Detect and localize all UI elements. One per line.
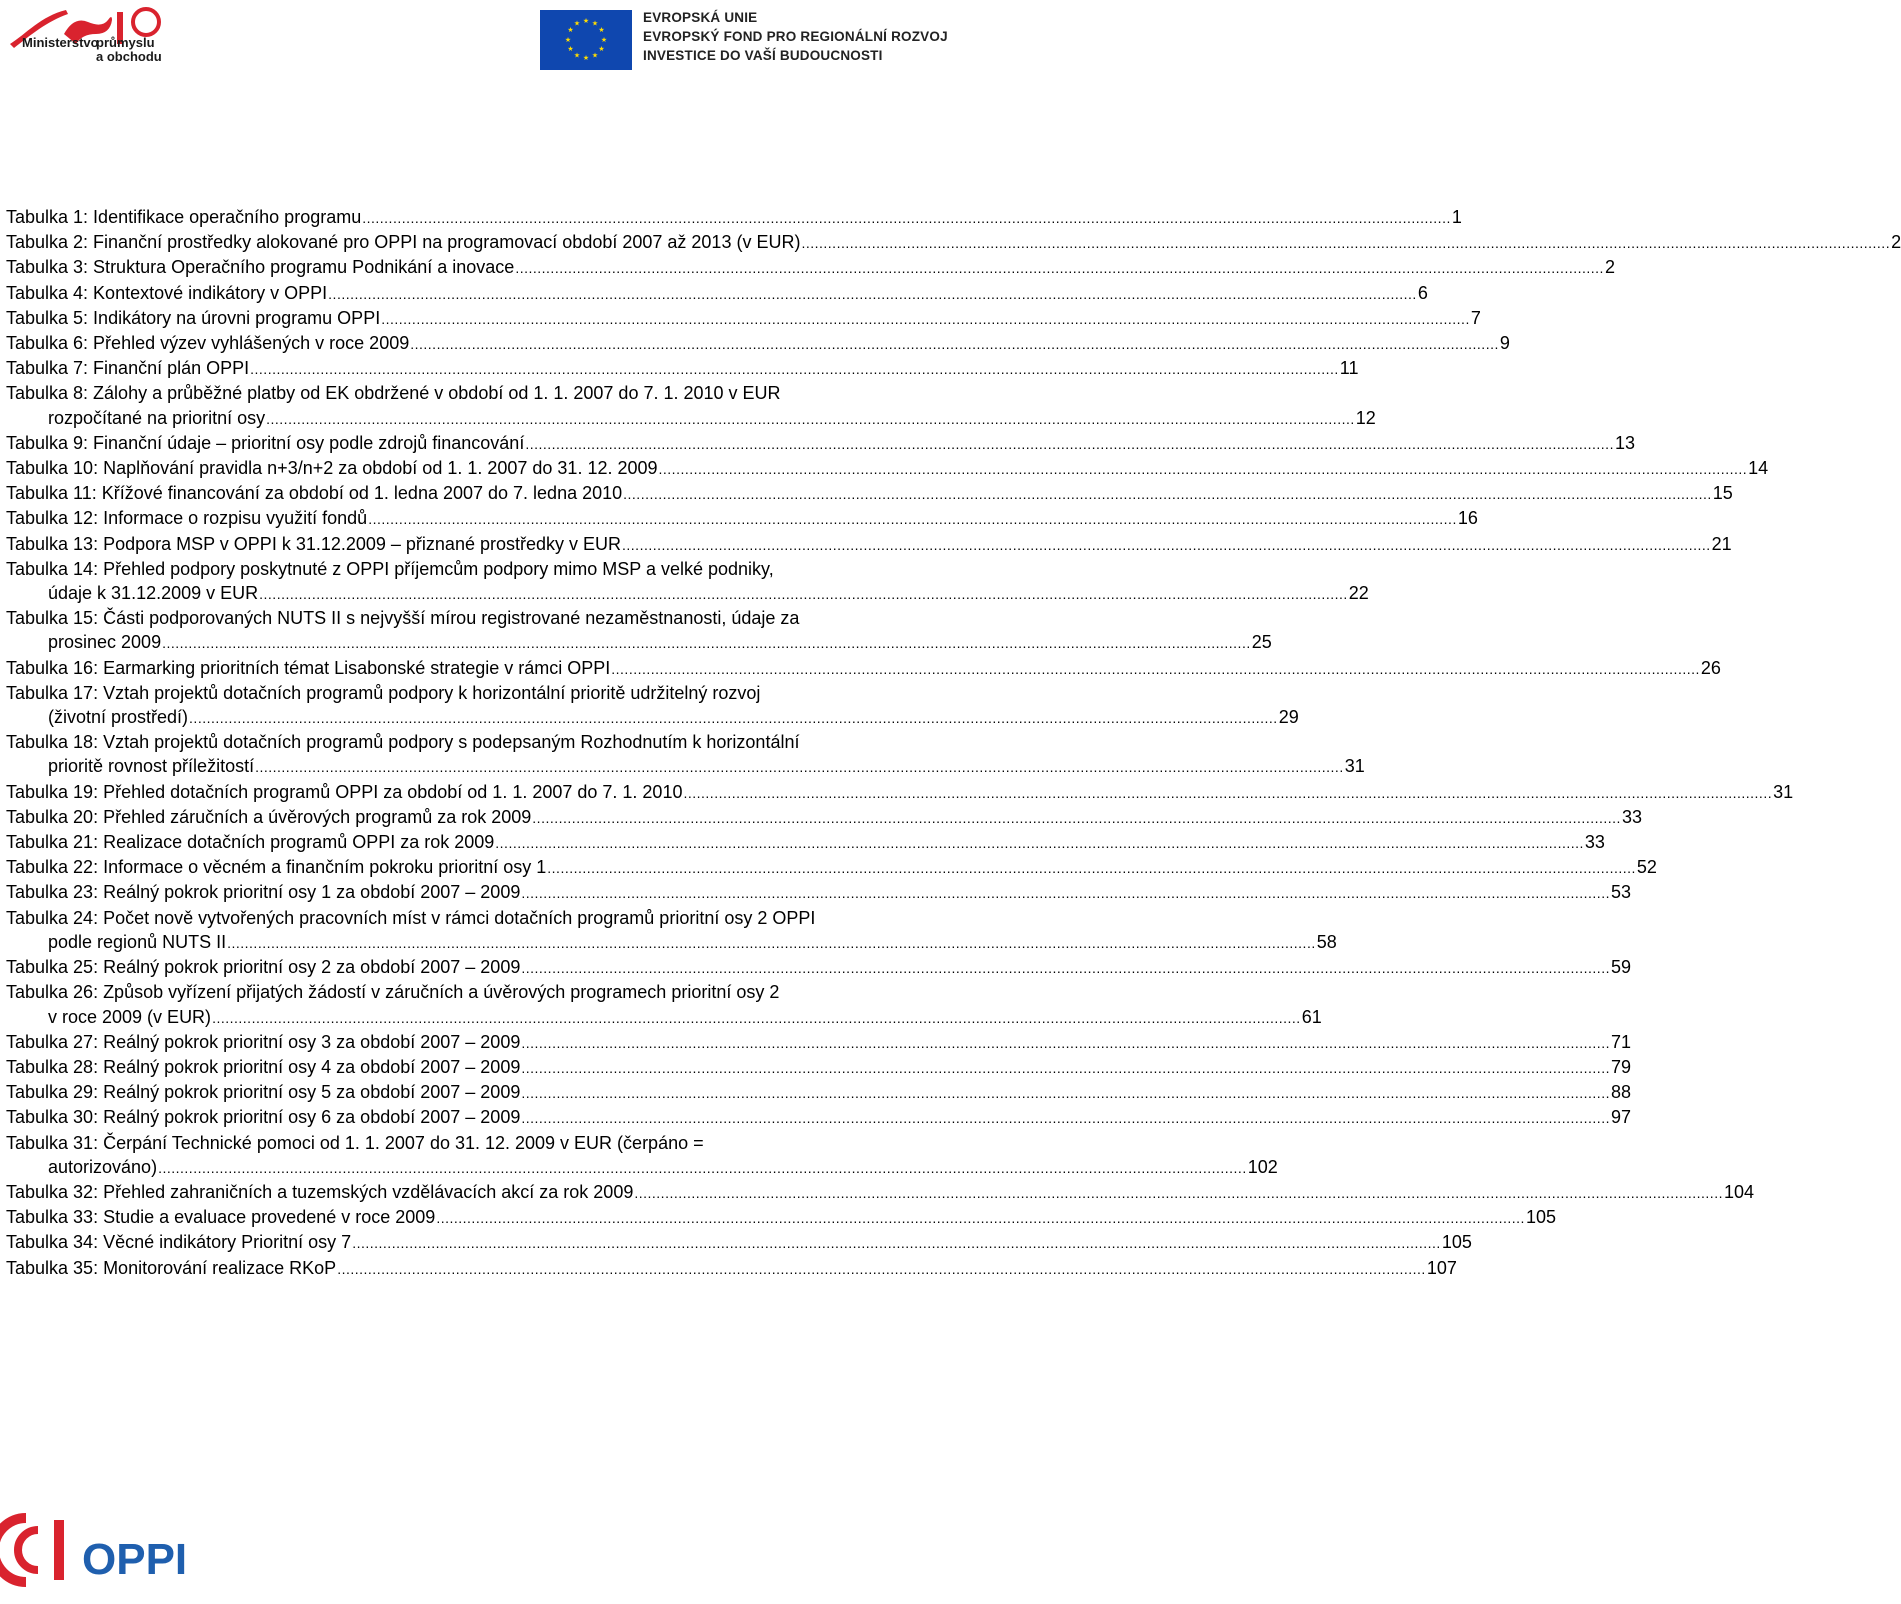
toc-page-number: 31 bbox=[1773, 781, 1794, 802]
dot-leader bbox=[521, 1055, 1610, 1080]
toc-entry-line bbox=[6, 431, 1635, 456]
toc-entry-text: Tabulka 11: Křížové financování za období od 1. ledna 2007 do 7. ledna 2010 bbox=[6, 483, 623, 504]
toc-entry[interactable] bbox=[6, 557, 1369, 606]
mpo-logo-line-2: průmyslu bbox=[96, 35, 155, 50]
dot-leader bbox=[227, 930, 1316, 955]
toc-entry-line bbox=[6, 1005, 1322, 1030]
svg-text:★: ★ bbox=[573, 19, 581, 28]
svg-text:★: ★ bbox=[573, 51, 581, 60]
toc-entry-text: Tabulka 32: Přehled zahraničních a tuzemských vzdělávacích akcí za rok 2009 bbox=[6, 1181, 634, 1202]
toc-entry[interactable] bbox=[6, 980, 1322, 1029]
toc-entry[interactable] bbox=[6, 506, 1478, 531]
dot-leader bbox=[634, 1180, 1723, 1205]
toc-entry[interactable] bbox=[6, 456, 1769, 481]
toc-page-number: 33 bbox=[1584, 832, 1605, 853]
toc-entry[interactable] bbox=[6, 356, 1359, 381]
dot-leader bbox=[521, 1105, 1610, 1130]
toc-entry[interactable] bbox=[6, 1131, 1278, 1180]
dot-leader bbox=[622, 532, 1711, 557]
toc-entry-text: Tabulka 25: Reálný pokrok prioritní osy 2 za období 2007 – 2009 bbox=[6, 957, 521, 978]
toc-entry-text: Tabulka 4: Kontextové indikátory v OPPI bbox=[6, 282, 328, 303]
toc-entry-text: Tabulka 12: Informace o rozpisu využití fondů bbox=[6, 508, 368, 529]
toc-entry[interactable] bbox=[6, 1055, 1632, 1080]
toc-page-number: 105 bbox=[1441, 1232, 1472, 1253]
dot-leader bbox=[381, 306, 1470, 331]
toc-entry-text: Tabulka 18: Vztah projektů dotačních programů podpory s podepsaným Rozhodnutím k horizontální bbox=[6, 732, 800, 753]
toc-entry-text: v roce 2009 (v EUR) bbox=[48, 1006, 212, 1027]
toc-entry-text: Tabulka 7: Finanční plán OPPI bbox=[6, 358, 250, 379]
svg-text:★: ★ bbox=[582, 17, 590, 25]
toc-entry-line bbox=[6, 855, 1657, 880]
oppi-logo bbox=[4, 1500, 224, 1600]
eu-text-line-3: INVESTICE DO VAŠÍ BUDOUCNOSTI bbox=[643, 48, 883, 63]
page-header bbox=[0, 0, 960, 90]
dot-leader bbox=[259, 581, 1348, 606]
toc-entry-line bbox=[6, 1030, 1632, 1055]
toc-page-number: 88 bbox=[1610, 1082, 1632, 1103]
toc-page-number: 97 bbox=[1610, 1107, 1632, 1128]
toc-entry-line bbox=[6, 705, 1299, 730]
toc-page-number: 2 bbox=[1891, 232, 1901, 253]
toc-entry-text: Tabulka 22: Informace o věcném a finančním pokroku prioritní osy 1 bbox=[6, 857, 547, 878]
table-of-contents bbox=[6, 205, 1901, 1281]
toc-entry[interactable] bbox=[6, 1180, 1755, 1205]
toc-entry-text: Tabulka 13: Podpora MSP v OPPI k 31.12.2009 – přiznané prostředky v EUR bbox=[6, 533, 622, 554]
toc-page-number: 107 bbox=[1426, 1257, 1457, 1278]
toc-entry[interactable] bbox=[6, 381, 1376, 430]
toc-entry[interactable] bbox=[6, 532, 1732, 557]
toc-page-number: 52 bbox=[1636, 857, 1657, 878]
toc-entry-text: prioritě rovnost příležitostí bbox=[48, 756, 255, 777]
svg-text:★: ★ bbox=[582, 54, 590, 62]
toc-page-number: 79 bbox=[1610, 1056, 1632, 1077]
dot-leader bbox=[255, 754, 1344, 779]
toc-entry-text: Tabulka 15: Části podporovaných NUTS II s nejvyšší mírou registrované nezaměstnanosti, údaje za bbox=[6, 608, 800, 629]
svg-text:★: ★ bbox=[598, 26, 605, 34]
toc-entry-line bbox=[6, 481, 1733, 506]
toc-entry-line bbox=[6, 1180, 1755, 1205]
toc-entry[interactable] bbox=[6, 656, 1721, 681]
toc-entry[interactable] bbox=[6, 780, 1794, 805]
toc-entry-line bbox=[6, 581, 1369, 606]
toc-entry-text: Tabulka 1: Identifikace operačního programu bbox=[6, 207, 362, 227]
toc-page-number: 33 bbox=[1621, 806, 1642, 827]
toc-entry-line bbox=[6, 230, 1901, 255]
toc-entry-text: Tabulka 17: Vztah projektů dotačních programů podpory k horizontální prioritě udržitelný rozvoj bbox=[6, 682, 761, 703]
toc-entry-text: Tabulka 24: Počet nově vytvořených pracovních míst v rámci dotačních programů prioritní osy 2 OPPI bbox=[6, 907, 816, 928]
toc-entry-line bbox=[6, 281, 1428, 306]
toc-entry-text: Tabulka 8: Zálohy a průběžné platby od EK obdržené v období od 1. 1. 2007 do 7. 1. 2010 v EUR bbox=[6, 383, 781, 404]
toc-entry[interactable] bbox=[6, 1230, 1472, 1255]
toc-entry-text: Tabulka 30: Reálný pokrok prioritní osy 6 za období 2007 – 2009 bbox=[6, 1107, 521, 1128]
toc-page-number: 104 bbox=[1723, 1181, 1755, 1202]
dot-leader bbox=[532, 805, 1621, 830]
toc-entry-line bbox=[6, 1055, 1632, 1080]
toc-entry-line bbox=[6, 331, 1510, 356]
toc-entry-line bbox=[6, 506, 1478, 531]
toc-entry-text: (životní prostředí) bbox=[48, 707, 189, 728]
toc-page-number: 105 bbox=[1525, 1207, 1556, 1228]
toc-entry[interactable] bbox=[6, 230, 1901, 255]
toc-entry[interactable] bbox=[6, 1030, 1632, 1055]
toc-entry[interactable] bbox=[6, 880, 1632, 905]
toc-entry-text: Tabulka 6: Přehled výzev vyhlášených v roce 2009 bbox=[6, 333, 410, 354]
toc-entry-text: Tabulka 16: Earmarking prioritních témat Lisabonské strategie v rámci OPPI bbox=[6, 657, 611, 678]
dot-leader bbox=[337, 1256, 1426, 1281]
toc-entry-line bbox=[6, 754, 1365, 779]
oppi-logo-text: OPPI bbox=[82, 1535, 188, 1584]
toc-entry-line bbox=[6, 205, 1462, 230]
toc-entry-text: Tabulka 3: Struktura Operačního programu Podnikání a inovace bbox=[6, 257, 515, 278]
toc-entry-line bbox=[6, 1155, 1278, 1180]
toc-entry-line bbox=[6, 930, 1337, 955]
toc-entry[interactable] bbox=[6, 1105, 1632, 1130]
toc-entry-text: údaje k 31.12.2009 v EUR bbox=[48, 583, 259, 604]
toc-page-number: 21 bbox=[1711, 533, 1732, 554]
dot-leader bbox=[623, 481, 1712, 506]
dot-leader bbox=[659, 456, 1748, 481]
toc-page-number: 13 bbox=[1614, 432, 1635, 453]
toc-entry[interactable] bbox=[6, 906, 1337, 955]
toc-entry-line bbox=[6, 630, 1272, 655]
mpo-logo-line-3: a obchodu bbox=[96, 49, 162, 64]
toc-entry-line bbox=[6, 306, 1481, 331]
toc-entry-text: Tabulka 33: Studie a evaluace provedené v roce 2009 bbox=[6, 1207, 436, 1228]
toc-entry[interactable] bbox=[6, 805, 1642, 830]
dot-leader bbox=[189, 705, 1278, 730]
eu-text-line-2: EVROPSKÝ FOND PRO REGIONÁLNÍ ROZVOJ bbox=[643, 29, 948, 44]
dot-leader bbox=[521, 880, 1610, 905]
svg-text:★: ★ bbox=[591, 19, 599, 28]
toc-entry-text: autorizováno) bbox=[48, 1156, 158, 1177]
toc-entry[interactable] bbox=[6, 1080, 1632, 1105]
toc-entry[interactable] bbox=[6, 306, 1481, 331]
toc-entry-text: Tabulka 20: Přehled záručních a úvěrových programů za rok 2009 bbox=[6, 806, 532, 827]
dot-leader bbox=[328, 281, 1417, 306]
toc-entry-line bbox=[6, 955, 1632, 980]
toc-entry-line bbox=[6, 456, 1769, 481]
svg-text:★: ★ bbox=[598, 45, 605, 53]
dot-leader bbox=[352, 1230, 1441, 1255]
toc-entry-line bbox=[6, 805, 1642, 830]
toc-page-number: 15 bbox=[1712, 483, 1733, 504]
dot-leader bbox=[801, 230, 1890, 255]
toc-entry-text: prosinec 2009 bbox=[48, 632, 162, 653]
toc-entry-text: Tabulka 29: Reálný pokrok prioritní osy 5 za období 2007 – 2009 bbox=[6, 1082, 521, 1103]
toc-entry[interactable] bbox=[6, 830, 1605, 855]
toc-page-number: 14 bbox=[1748, 458, 1769, 479]
eu-text-line-1: EVROPSKÁ UNIE bbox=[643, 10, 758, 25]
toc-entry-text: Tabulka 27: Reálný pokrok prioritní osy 3 za období 2007 – 2009 bbox=[6, 1031, 521, 1052]
toc-page-number: 29 bbox=[1278, 707, 1299, 728]
toc-entry-text: Tabulka 31: Čerpání Technické pomoci od 1. 1. 2007 do 31. 12. 2009 v EUR (čerpáno = bbox=[6, 1132, 704, 1153]
toc-page-number: 25 bbox=[1251, 632, 1272, 653]
toc-entry-text: rozpočítané na prioritní osy bbox=[48, 407, 266, 428]
toc-entry[interactable] bbox=[6, 255, 1615, 280]
dot-leader bbox=[368, 506, 1457, 531]
toc-entry-text: Tabulka 21: Realizace dotačních programů OPPI za rok 2009 bbox=[6, 832, 495, 853]
dot-leader bbox=[250, 356, 1339, 381]
toc-entry-line bbox=[6, 356, 1359, 381]
svg-text:★: ★ bbox=[591, 51, 599, 60]
toc-entry-line bbox=[6, 1256, 1457, 1281]
toc-entry-line bbox=[6, 406, 1376, 431]
toc-entry-text: Tabulka 28: Reálný pokrok prioritní osy 4 za období 2007 – 2009 bbox=[6, 1056, 521, 1077]
eu-logo-text bbox=[643, 8, 948, 65]
dot-leader bbox=[495, 830, 1584, 855]
toc-page-number: 9 bbox=[1499, 333, 1510, 354]
toc-entry[interactable] bbox=[6, 281, 1428, 306]
toc-entry-text: Tabulka 35: Monitorování realizace RKoP bbox=[6, 1257, 337, 1278]
toc-entry-text: Tabulka 9: Finanční údaje – prioritní osy podle zdrojů financování bbox=[6, 432, 525, 453]
toc-page-number: 2 bbox=[1604, 257, 1615, 278]
toc-entry-line bbox=[6, 532, 1732, 557]
toc-page-number: 102 bbox=[1247, 1156, 1278, 1177]
toc-page-number: 12 bbox=[1355, 407, 1376, 428]
mpo-logo-line-1: Ministerstvo bbox=[22, 35, 99, 50]
toc-entry[interactable] bbox=[6, 431, 1635, 456]
toc-entry-text: Tabulka 14: Přehled podpory poskytnuté z OPPI příjemcům podpory mimo MSP a velké podniky, bbox=[6, 558, 774, 579]
toc-entry[interactable] bbox=[6, 606, 1272, 655]
toc-page-number: 26 bbox=[1700, 657, 1721, 678]
toc-page-number: 31 bbox=[1344, 756, 1365, 777]
toc-entry[interactable] bbox=[6, 955, 1632, 980]
toc-entry-line bbox=[6, 1105, 1632, 1130]
dot-leader bbox=[436, 1205, 1525, 1230]
dot-leader bbox=[212, 1005, 1301, 1030]
toc-page-number: 6 bbox=[1417, 282, 1428, 303]
eu-flag-icon bbox=[540, 10, 632, 70]
toc-entry-line bbox=[6, 880, 1632, 905]
toc-entry-text: Tabulka 5: Indikátory na úrovni programu OPPI bbox=[6, 307, 381, 328]
svg-text:★: ★ bbox=[600, 36, 608, 44]
dot-leader bbox=[547, 855, 1636, 880]
toc-entry-line bbox=[6, 1205, 1556, 1230]
toc-page-number: 1 bbox=[1451, 207, 1462, 227]
toc-entry[interactable] bbox=[6, 681, 1299, 730]
toc-entry-line bbox=[6, 780, 1794, 805]
toc-page-number: 22 bbox=[1348, 583, 1369, 604]
toc-entry-text: Tabulka 2: Finanční prostředky alokované pro OPPI na programovací období 2007 až 2013 (v EUR) bbox=[6, 232, 801, 253]
svg-text:★: ★ bbox=[564, 36, 572, 44]
toc-entry-line bbox=[6, 1080, 1632, 1105]
toc-entry[interactable] bbox=[6, 1205, 1556, 1230]
toc-entry-line bbox=[6, 1230, 1472, 1255]
toc-entry-text: Tabulka 26: Způsob vyřízení přijatých žádostí v záručních a úvěrových programech prioritní osy 2 bbox=[6, 982, 780, 1003]
toc-entry-line bbox=[6, 656, 1721, 681]
dot-leader bbox=[162, 630, 1251, 655]
svg-text:★: ★ bbox=[567, 26, 574, 34]
toc-entry-text: Tabulka 23: Reálný pokrok prioritní osy 1 za období 2007 – 2009 bbox=[6, 882, 521, 903]
toc-entry-text: Tabulka 19: Přehled dotačních programů OPPI za období od 1. 1. 2007 do 7. 1. 2010 bbox=[6, 781, 683, 802]
dot-leader bbox=[266, 406, 1355, 431]
toc-page-number: 71 bbox=[1610, 1031, 1632, 1052]
toc-entry[interactable] bbox=[6, 730, 1365, 779]
toc-entry[interactable] bbox=[6, 205, 1462, 230]
toc-page-number: 59 bbox=[1610, 957, 1632, 978]
toc-entry-line bbox=[6, 830, 1605, 855]
toc-page-number: 58 bbox=[1316, 931, 1337, 952]
toc-page-number: 16 bbox=[1457, 508, 1478, 529]
dot-leader bbox=[611, 656, 1700, 681]
toc-entry-line bbox=[6, 255, 1615, 280]
dot-leader bbox=[158, 1155, 1247, 1180]
dot-leader bbox=[521, 955, 1610, 980]
dot-leader bbox=[683, 780, 1772, 805]
dot-leader bbox=[521, 1030, 1610, 1055]
toc-page-number: 61 bbox=[1301, 1006, 1322, 1027]
dot-leader bbox=[525, 431, 1614, 456]
mpo-logo-text bbox=[22, 36, 162, 64]
toc-entry[interactable] bbox=[6, 331, 1510, 356]
toc-entry[interactable] bbox=[6, 855, 1657, 880]
toc-entry[interactable] bbox=[6, 481, 1733, 506]
dot-leader bbox=[521, 1080, 1610, 1105]
toc-entry-text: Tabulka 10: Naplňování pravidla n+3/n+2 za období od 1. 1. 2007 do 31. 12. 2009 bbox=[6, 458, 658, 479]
toc-page-number: 7 bbox=[1470, 307, 1481, 328]
svg-text:★: ★ bbox=[567, 45, 574, 53]
toc-entry-text: Tabulka 34: Věcné indikátory Prioritní osy 7 bbox=[6, 1232, 352, 1253]
toc-entry[interactable] bbox=[6, 1256, 1457, 1281]
toc-entry-text: podle regionů NUTS II bbox=[48, 931, 227, 952]
toc-page-number: 11 bbox=[1339, 358, 1359, 379]
dot-leader bbox=[362, 205, 1451, 230]
dot-leader bbox=[410, 331, 1499, 356]
dot-leader bbox=[515, 255, 1604, 280]
toc-page-number: 53 bbox=[1610, 882, 1632, 903]
